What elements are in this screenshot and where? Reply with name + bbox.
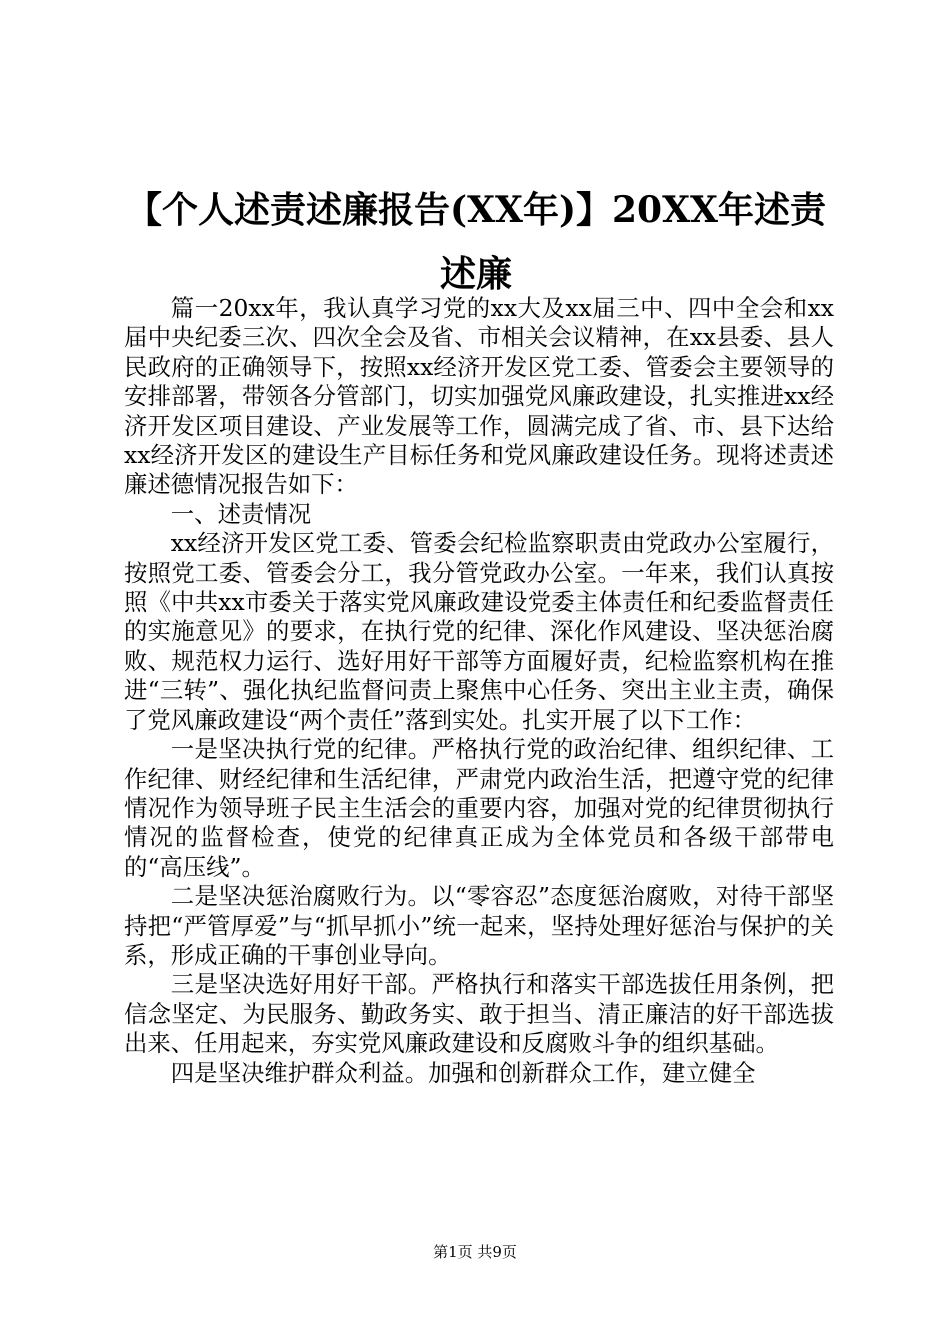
document-title: 【个人述责述廉报告(XX年)】20XX年述责述廉	[126, 189, 826, 295]
paragraph: 四是坚决维护群众利益。加强和创新群众工作，建立健全	[170, 1058, 756, 1087]
paragraph: 三是坚决选好用好干部。严格执行和落实干部选拔任用条例，把信念坚定、为民服务、勤政务实、敢于担当、清正廉洁的好干部选拔出来、任用起来，夯实党风廉政建设和反腐败斗争的组织基础。	[124, 970, 834, 1058]
paragraph: 二是坚决惩治腐败行为。以“零容忍”态度惩治腐败，对待干部坚持把“严管厚爱”与“抓早抓小”统一起来，坚持处理好惩治与保护的关系，形成正确的干事创业导向。	[124, 882, 834, 969]
section-heading: 一、述责情况	[170, 499, 312, 528]
document-body	[124, 294, 834, 1088]
paragraph: xx经济开发区党工委、管委会纪检监察职责由党政办公室履行，按照党工委、管委会分工，我分管党政办公室。一年来，我们认真按照《中共xx市委关于落实党风廉政建设党委主体责任和纪委监督责任的实施意见》的要求，在执行党的纪律、深化作风建设、坚决惩治腐败、规范权力运行、选好用好干部等方面履好责，纪检监察机构在推进“三转”、强化执纪监督问责上聚焦中心任务、突出主业主责，确保了党风廉政建设“两个责任”落到实处。扎实开展了以下工作：	[124, 529, 834, 734]
paragraph: 篇一20xx年，我认真学习党的xx大及xx届三中、四中全会和xx届中央纪委三次、四次全会及省、市相关会议精神，在xx县委、县人民政府的正确领导下，按照xx经济开发区党工委、管委会主要领导的安排部署，带领各分管部门，切实加强党风廉政建设，扎实推进xx经济开发区项目建设、产业发展等工作，圆满完成了省、市、县下达给xx经济开发区的建设生产目标任务和党风廉政建设任务。现将述责述廉述德情况报告如下：	[124, 294, 834, 499]
page-footer: 第1页 共9页	[433, 1243, 517, 1261]
paragraph: 一是坚决执行党的纪律。严格执行党的政治纪律、组织纪律、工作纪律、财经纪律和生活纪律，严肃党内政治生活，把遵守党的纪律情况作为领导班子民主生活会的重要内容，加强对党的纪律贯彻执行情况的监督检查，使党的纪律真正成为全体党员和各级干部带电的“高压线”。	[124, 735, 834, 881]
